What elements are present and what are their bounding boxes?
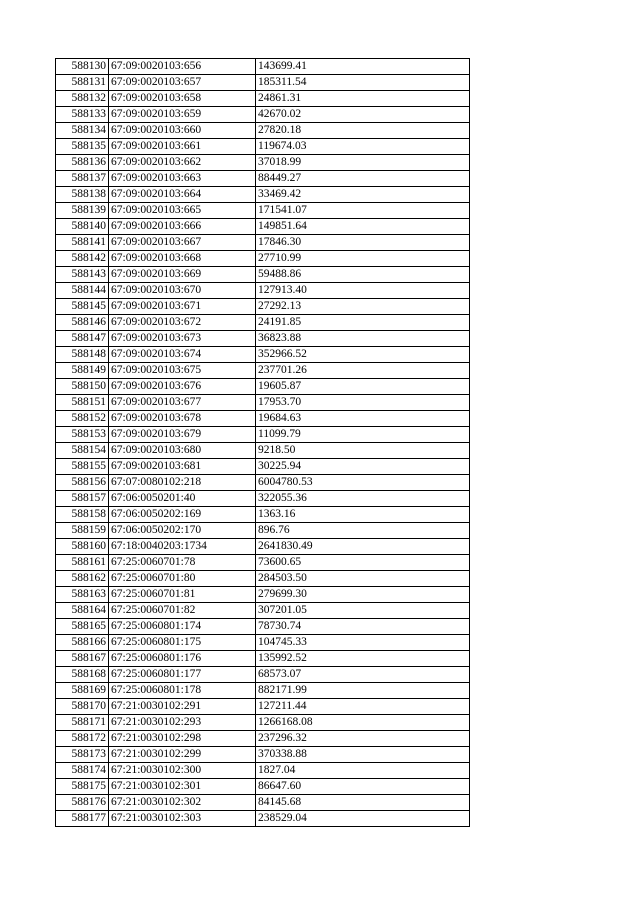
cadastral-number-cell: 67:21:0030102:302 bbox=[109, 795, 256, 811]
cadastral-number-cell: 67:21:0030102:303 bbox=[109, 811, 256, 827]
table-row bbox=[56, 635, 470, 651]
row-id-cell: 588170 bbox=[56, 699, 109, 715]
value-cell: 59488.86 bbox=[256, 267, 470, 283]
row-id-cell: 588144 bbox=[56, 283, 109, 299]
value-cell: 17846.30 bbox=[256, 235, 470, 251]
cadastral-number-cell: 67:09:0020103:667 bbox=[109, 235, 256, 251]
table-row bbox=[56, 459, 470, 475]
table-row bbox=[56, 347, 470, 363]
value-cell: 2641830.49 bbox=[256, 539, 470, 555]
table-body bbox=[56, 59, 470, 827]
table-row bbox=[56, 267, 470, 283]
data-table bbox=[55, 58, 470, 827]
table-row bbox=[56, 123, 470, 139]
table-row bbox=[56, 203, 470, 219]
value-cell: 284503.50 bbox=[256, 571, 470, 587]
cadastral-number-cell: 67:09:0020103:658 bbox=[109, 91, 256, 107]
value-cell: 68573.07 bbox=[256, 667, 470, 683]
row-id-cell: 588146 bbox=[56, 315, 109, 331]
value-cell: 237296.32 bbox=[256, 731, 470, 747]
value-cell: 1363.16 bbox=[256, 507, 470, 523]
row-id-cell: 588153 bbox=[56, 427, 109, 443]
row-id-cell: 588176 bbox=[56, 795, 109, 811]
row-id-cell: 588134 bbox=[56, 123, 109, 139]
table-row bbox=[56, 779, 470, 795]
table-row bbox=[56, 443, 470, 459]
table-row bbox=[56, 763, 470, 779]
cadastral-number-cell: 67:25:0060801:174 bbox=[109, 619, 256, 635]
value-cell: 185311.54 bbox=[256, 75, 470, 91]
row-id-cell: 588156 bbox=[56, 475, 109, 491]
value-cell: 11099.79 bbox=[256, 427, 470, 443]
value-cell: 24191.85 bbox=[256, 315, 470, 331]
value-cell: 896.76 bbox=[256, 523, 470, 539]
value-cell: 279699.30 bbox=[256, 587, 470, 603]
row-id-cell: 588163 bbox=[56, 587, 109, 603]
table-row bbox=[56, 523, 470, 539]
cadastral-number-cell: 67:25:0060801:176 bbox=[109, 651, 256, 667]
row-id-cell: 588158 bbox=[56, 507, 109, 523]
row-id-cell: 588133 bbox=[56, 107, 109, 123]
table-row bbox=[56, 363, 470, 379]
cadastral-number-cell: 67:21:0030102:301 bbox=[109, 779, 256, 795]
value-cell: 84145.68 bbox=[256, 795, 470, 811]
row-id-cell: 588143 bbox=[56, 267, 109, 283]
cadastral-number-cell: 67:09:0020103:663 bbox=[109, 171, 256, 187]
row-id-cell: 588148 bbox=[56, 347, 109, 363]
cadastral-number-cell: 67:06:0050202:169 bbox=[109, 507, 256, 523]
row-id-cell: 588164 bbox=[56, 603, 109, 619]
value-cell: 73600.65 bbox=[256, 555, 470, 571]
table-row bbox=[56, 507, 470, 523]
value-cell: 238529.04 bbox=[256, 811, 470, 827]
cadastral-number-cell: 67:25:0060801:175 bbox=[109, 635, 256, 651]
cadastral-number-cell: 67:09:0020103:666 bbox=[109, 219, 256, 235]
row-id-cell: 588149 bbox=[56, 363, 109, 379]
table-row bbox=[56, 699, 470, 715]
value-cell: 143699.41 bbox=[256, 59, 470, 75]
row-id-cell: 588165 bbox=[56, 619, 109, 635]
table-row bbox=[56, 571, 470, 587]
row-id-cell: 588159 bbox=[56, 523, 109, 539]
table-row bbox=[56, 411, 470, 427]
row-id-cell: 588171 bbox=[56, 715, 109, 731]
cadastral-number-cell: 67:09:0020103:660 bbox=[109, 123, 256, 139]
cadastral-number-cell: 67:25:0060701:78 bbox=[109, 555, 256, 571]
cadastral-number-cell: 67:09:0020103:675 bbox=[109, 363, 256, 379]
row-id-cell: 588150 bbox=[56, 379, 109, 395]
cadastral-number-cell: 67:09:0020103:679 bbox=[109, 427, 256, 443]
value-cell: 135992.52 bbox=[256, 651, 470, 667]
value-cell: 19605.87 bbox=[256, 379, 470, 395]
row-id-cell: 588162 bbox=[56, 571, 109, 587]
cadastral-number-cell: 67:25:0060701:80 bbox=[109, 571, 256, 587]
row-id-cell: 588160 bbox=[56, 539, 109, 555]
table-row bbox=[56, 283, 470, 299]
row-id-cell: 588157 bbox=[56, 491, 109, 507]
table-row bbox=[56, 491, 470, 507]
value-cell: 127211.44 bbox=[256, 699, 470, 715]
row-id-cell: 588172 bbox=[56, 731, 109, 747]
cadastral-number-cell: 67:09:0020103:677 bbox=[109, 395, 256, 411]
table-row bbox=[56, 395, 470, 411]
row-id-cell: 588141 bbox=[56, 235, 109, 251]
cadastral-number-cell: 67:09:0020103:676 bbox=[109, 379, 256, 395]
cadastral-number-cell: 67:09:0020103:681 bbox=[109, 459, 256, 475]
table-row bbox=[56, 107, 470, 123]
table-row bbox=[56, 251, 470, 267]
row-id-cell: 588169 bbox=[56, 683, 109, 699]
table-row bbox=[56, 475, 470, 491]
table-row bbox=[56, 747, 470, 763]
table-row bbox=[56, 235, 470, 251]
table-row bbox=[56, 651, 470, 667]
table-row bbox=[56, 155, 470, 171]
table-row bbox=[56, 619, 470, 635]
cadastral-number-cell: 67:25:0060701:82 bbox=[109, 603, 256, 619]
cadastral-number-cell: 67:21:0030102:300 bbox=[109, 763, 256, 779]
value-cell: 88449.27 bbox=[256, 171, 470, 187]
row-id-cell: 588167 bbox=[56, 651, 109, 667]
table-row bbox=[56, 187, 470, 203]
table-row bbox=[56, 379, 470, 395]
cadastral-number-cell: 67:21:0030102:291 bbox=[109, 699, 256, 715]
row-id-cell: 588161 bbox=[56, 555, 109, 571]
value-cell: 237701.26 bbox=[256, 363, 470, 379]
value-cell: 27710.99 bbox=[256, 251, 470, 267]
table-row bbox=[56, 219, 470, 235]
value-cell: 307201.05 bbox=[256, 603, 470, 619]
value-cell: 19684.63 bbox=[256, 411, 470, 427]
value-cell: 78730.74 bbox=[256, 619, 470, 635]
row-id-cell: 588145 bbox=[56, 299, 109, 315]
row-id-cell: 588136 bbox=[56, 155, 109, 171]
cadastral-number-cell: 67:09:0020103:673 bbox=[109, 331, 256, 347]
row-id-cell: 588135 bbox=[56, 139, 109, 155]
row-id-cell: 588166 bbox=[56, 635, 109, 651]
cadastral-number-cell: 67:09:0020103:670 bbox=[109, 283, 256, 299]
row-id-cell: 588151 bbox=[56, 395, 109, 411]
table-row bbox=[56, 171, 470, 187]
value-cell: 33469.42 bbox=[256, 187, 470, 203]
value-cell: 171541.07 bbox=[256, 203, 470, 219]
cadastral-number-cell: 67:06:0050202:170 bbox=[109, 523, 256, 539]
cadastral-number-cell: 67:09:0020103:669 bbox=[109, 267, 256, 283]
table-row bbox=[56, 667, 470, 683]
cadastral-number-cell: 67:09:0020103:671 bbox=[109, 299, 256, 315]
row-id-cell: 588140 bbox=[56, 219, 109, 235]
cadastral-number-cell: 67:09:0020103:659 bbox=[109, 107, 256, 123]
table-row bbox=[56, 731, 470, 747]
value-cell: 17953.70 bbox=[256, 395, 470, 411]
row-id-cell: 588177 bbox=[56, 811, 109, 827]
cadastral-number-cell: 67:09:0020103:672 bbox=[109, 315, 256, 331]
row-id-cell: 588138 bbox=[56, 187, 109, 203]
value-cell: 6004780.53 bbox=[256, 475, 470, 491]
table-row bbox=[56, 683, 470, 699]
table-row bbox=[56, 59, 470, 75]
cadastral-number-cell: 67:21:0030102:299 bbox=[109, 747, 256, 763]
table-row bbox=[56, 315, 470, 331]
cadastral-number-cell: 67:09:0020103:656 bbox=[109, 59, 256, 75]
row-id-cell: 588174 bbox=[56, 763, 109, 779]
table-row bbox=[56, 603, 470, 619]
value-cell: 149851.64 bbox=[256, 219, 470, 235]
cadastral-number-cell: 67:07:0080102:218 bbox=[109, 475, 256, 491]
row-id-cell: 588139 bbox=[56, 203, 109, 219]
value-cell: 104745.33 bbox=[256, 635, 470, 651]
row-id-cell: 588142 bbox=[56, 251, 109, 267]
cadastral-number-cell: 67:21:0030102:293 bbox=[109, 715, 256, 731]
cadastral-number-cell: 67:09:0020103:674 bbox=[109, 347, 256, 363]
cadastral-number-cell: 67:09:0020103:680 bbox=[109, 443, 256, 459]
cadastral-number-cell: 67:06:0050201:40 bbox=[109, 491, 256, 507]
value-cell: 127913.40 bbox=[256, 283, 470, 299]
value-cell: 9218.50 bbox=[256, 443, 470, 459]
cadastral-number-cell: 67:25:0060701:81 bbox=[109, 587, 256, 603]
value-cell: 24861.31 bbox=[256, 91, 470, 107]
cadastral-number-cell: 67:21:0030102:298 bbox=[109, 731, 256, 747]
row-id-cell: 588132 bbox=[56, 91, 109, 107]
value-cell: 37018.99 bbox=[256, 155, 470, 171]
value-cell: 27820.18 bbox=[256, 123, 470, 139]
cadastral-number-cell: 67:09:0020103:665 bbox=[109, 203, 256, 219]
row-id-cell: 588173 bbox=[56, 747, 109, 763]
row-id-cell: 588175 bbox=[56, 779, 109, 795]
cadastral-number-cell: 67:18:0040203:1734 bbox=[109, 539, 256, 555]
table-row bbox=[56, 715, 470, 731]
cadastral-number-cell: 67:25:0060801:178 bbox=[109, 683, 256, 699]
value-cell: 322055.36 bbox=[256, 491, 470, 507]
cadastral-number-cell: 67:09:0020103:657 bbox=[109, 75, 256, 91]
value-cell: 1266168.08 bbox=[256, 715, 470, 731]
table-row bbox=[56, 299, 470, 315]
value-cell: 27292.13 bbox=[256, 299, 470, 315]
table-row bbox=[56, 75, 470, 91]
value-cell: 370338.88 bbox=[256, 747, 470, 763]
value-cell: 36823.88 bbox=[256, 331, 470, 347]
row-id-cell: 588137 bbox=[56, 171, 109, 187]
cadastral-number-cell: 67:09:0020103:668 bbox=[109, 251, 256, 267]
value-cell: 119674.03 bbox=[256, 139, 470, 155]
row-id-cell: 588155 bbox=[56, 459, 109, 475]
cadastral-number-cell: 67:09:0020103:661 bbox=[109, 139, 256, 155]
table-row bbox=[56, 91, 470, 107]
table-row bbox=[56, 331, 470, 347]
row-id-cell: 588154 bbox=[56, 443, 109, 459]
row-id-cell: 588131 bbox=[56, 75, 109, 91]
row-id-cell: 588130 bbox=[56, 59, 109, 75]
table-row bbox=[56, 555, 470, 571]
cadastral-number-cell: 67:09:0020103:678 bbox=[109, 411, 256, 427]
table-row bbox=[56, 539, 470, 555]
table-row bbox=[56, 587, 470, 603]
table-row bbox=[56, 811, 470, 827]
value-cell: 30225.94 bbox=[256, 459, 470, 475]
row-id-cell: 588147 bbox=[56, 331, 109, 347]
cadastral-number-cell: 67:09:0020103:664 bbox=[109, 187, 256, 203]
table-row bbox=[56, 139, 470, 155]
cadastral-number-cell: 67:09:0020103:662 bbox=[109, 155, 256, 171]
cadastral-number-cell: 67:25:0060801:177 bbox=[109, 667, 256, 683]
table-row bbox=[56, 427, 470, 443]
table-row bbox=[56, 795, 470, 811]
value-cell: 1827.04 bbox=[256, 763, 470, 779]
value-cell: 882171.99 bbox=[256, 683, 470, 699]
row-id-cell: 588168 bbox=[56, 667, 109, 683]
value-cell: 42670.02 bbox=[256, 107, 470, 123]
value-cell: 352966.52 bbox=[256, 347, 470, 363]
row-id-cell: 588152 bbox=[56, 411, 109, 427]
value-cell: 86647.60 bbox=[256, 779, 470, 795]
